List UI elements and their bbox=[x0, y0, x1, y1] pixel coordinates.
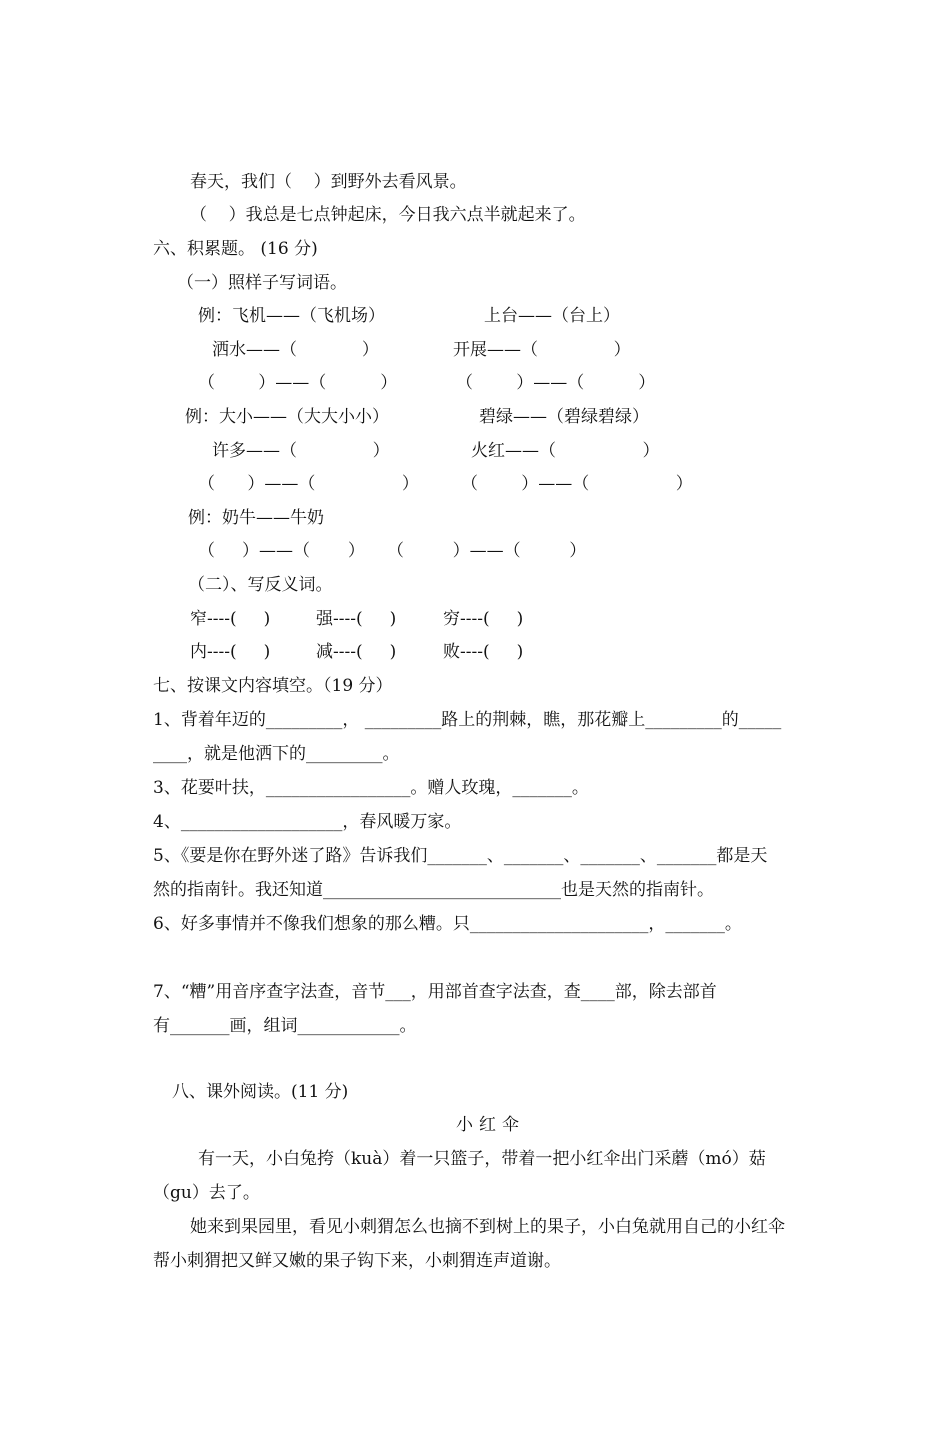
item-develop: 开展——（ ） bbox=[453, 340, 631, 360]
item-sprinkle: 洒水——（ ） bbox=[212, 340, 379, 360]
passage-para-2-line-1: 她来到果园里，看见小刺猬怎么也摘不到树上的果子，小白兔就用自己的小红伞 bbox=[190, 1217, 785, 1237]
example-stage: 上台——（台上） bbox=[484, 306, 620, 326]
question-4: 4、___________________，春风暖万家。 bbox=[153, 812, 462, 832]
blank-row-1-left: （ ）——（ ） bbox=[198, 373, 398, 393]
example-green: 碧绿——（碧绿碧绿） bbox=[479, 407, 649, 427]
passage-para-1-line-1: 有一天，小白兔挎（kuà）着一只篮子，带着一把小红伞出门采蘑（mó）菇 bbox=[198, 1149, 766, 1169]
blank-row-2-right: （ ）——（ ） bbox=[461, 474, 693, 494]
antonym-lose: 败----( ) bbox=[443, 642, 524, 662]
question-5-line-2: 然的指南针。我还知道____________________________也是天然的指南针。 bbox=[153, 880, 714, 900]
subsection-1-heading: （一）照样子写词语。 bbox=[177, 273, 347, 293]
question-1-line-2: ____，就是他洒下的_________。 bbox=[153, 744, 400, 764]
antonym-strong: 强----( ) bbox=[316, 609, 397, 629]
question-5-line-1: 5、《要是你在野外迷了路》告诉我们_______、_______、_______、_______都是天 bbox=[153, 846, 768, 866]
example-airplane: 例：飞机——（飞机场） bbox=[198, 306, 385, 326]
passage-para-2-line-2: 帮小刺猬把又鲜又嫩的果子钩下来，小刺猬连声道谢。 bbox=[153, 1251, 561, 1271]
item-many: 许多——（ ） bbox=[212, 441, 390, 461]
sentence-wakeup: （ ）我总是七点钟起床，今日我六点半就起来了。 bbox=[190, 205, 586, 225]
question-7-line-2: 有_______画，组词____________。 bbox=[153, 1016, 417, 1036]
section-7-heading: 七、按课文内容填空。（19 分） bbox=[153, 676, 393, 696]
antonym-inside: 内----( ) bbox=[190, 642, 271, 662]
blank-row-1-right: （ ）——（ ） bbox=[456, 373, 656, 393]
question-7-line-1: 7、“糟”用音序查字法查，音节___，用部首查字法查，查____部，除去部首 bbox=[153, 982, 717, 1002]
passage-para-1-line-2: （gu）去了。 bbox=[153, 1183, 260, 1203]
antonym-subtract: 减----( ) bbox=[316, 642, 397, 662]
question-1-line-1: 1、背着年迈的_________， _________路上的荆棘，瞧，那花瓣上_________的_____ bbox=[153, 710, 782, 730]
antonym-narrow: 窄----( ) bbox=[190, 609, 271, 629]
blank-row-3-left: （ ）——（ ） bbox=[198, 541, 365, 561]
section-6-heading: 六、积累题。 (16 分) bbox=[153, 239, 318, 259]
example-size: 例：大小——（大大小小） bbox=[185, 407, 389, 427]
sentence-spring: 春天，我们（ ）到野外去看风景。 bbox=[190, 172, 467, 192]
blank-row-2-left: （ ）——（ ） bbox=[198, 474, 419, 494]
passage-title: 小红伞 bbox=[456, 1115, 525, 1135]
question-6: 6、好多事情并不像我们想象的那么糟。只_____________________，_______。 bbox=[153, 914, 742, 934]
question-3: 3、花要叶扶，_________________。赠人玫瑰，_______。 bbox=[153, 778, 589, 798]
example-milk: 例：奶牛——牛奶 bbox=[188, 508, 324, 528]
item-red: 火红——（ ） bbox=[471, 441, 660, 461]
antonym-poor: 穷----( ) bbox=[443, 609, 524, 629]
blank-row-3-right: （ ）——（ ） bbox=[387, 541, 587, 561]
subsection-2-heading: （二）、写反义词。 bbox=[188, 575, 333, 595]
section-8-heading: 八、课外阅读。(11 分) bbox=[172, 1082, 349, 1102]
